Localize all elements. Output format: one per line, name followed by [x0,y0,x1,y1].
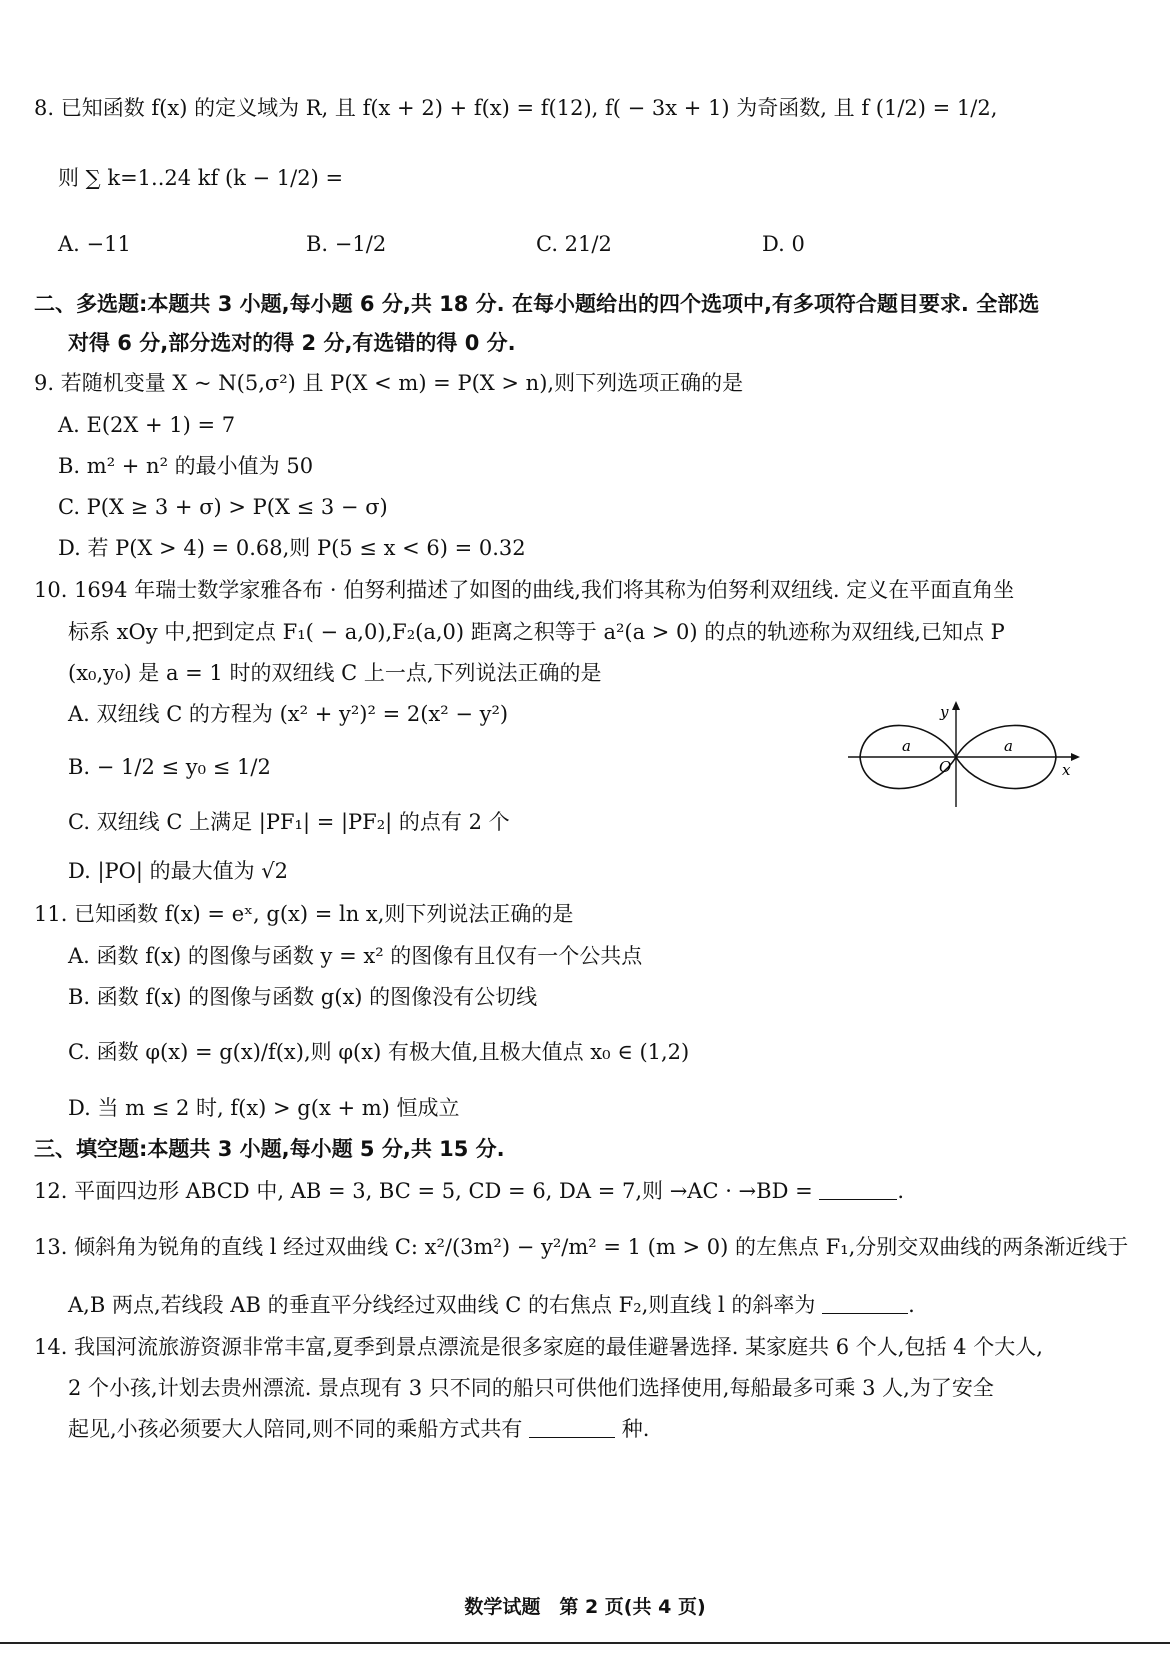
q12-line [34,1176,904,1206]
q14-line2: 2 个小孩,计划去贵州漂流. 景点现有 3 只不同的船只可供他们选择使用,每船最多可乘 3 人,为了安全 [68,1376,994,1400]
q11-option-c: C. 函数 φ(x) = g(x)/f(x),则 φ(x) 有极大值,且极大值点 x₀ ∈ (1,2) [68,1040,690,1064]
lemniscate-figure [840,695,1090,815]
section3-header: 三、填空题:本题共 3 小题,每小题 5 分,共 15 分. [34,1137,505,1161]
q11-option-a: A. 函数 f(x) 的图像与函数 y = x² 的图像有且仅有一个公共点 [68,944,643,968]
q12-text: 12. 平面四边形 ABCD 中, AB = 3, BC = 5, CD = 6, DA = 7,则 →AC · →BD = [34,1179,813,1203]
q14-line3: 起见,小孩必须要大人陪同,则不同的乘船方式共有 [68,1417,523,1441]
q14-line3-tail: 种. [621,1417,650,1441]
section2-header-line1: 二、多选题:本题共 3 小题,每小题 6 分,共 18 分. 在每小题给出的四个选项中,有多项符合题目要求. 全部选 [34,292,1040,316]
q10-option-c: C. 双纽线 C 上满足 |PF₁| = |PF₂| 的点有 2 个 [68,810,510,834]
q9-stem: 9. 若随机变量 X ~ N(5,σ²) 且 P(X < m) = P(X > n),则下列选项正确的是 [34,371,744,395]
y-axis-arrow [952,701,960,710]
q8-line2: 则 ∑ k=1..24 kf (k − 1/2) = [58,166,344,190]
section2-header-line2: 对得 6 分,部分选对的得 2 分,有选错的得 0 分. [68,331,516,355]
q14-answer-blank [529,1415,615,1438]
q8-line1: 8. 已知函数 f(x) 的定义域为 R, 且 f(x + 2) + f(x) = f(12), f( − 3x + 1) 为奇函数, 且 f (1/2) = 1/2, [34,96,998,120]
q11-stem: 11. 已知函数 f(x) = eˣ, g(x) = ln x,则下列说法正确的是 [34,902,574,926]
q9-option-b: B. m² + n² 的最小值为 50 [58,454,314,478]
q8-option-a: A. −11 [58,232,131,256]
label-a-left: a [902,737,911,755]
q8-option-c: C. 21/2 [536,232,612,256]
q14-line1: 14. 我国河流旅游资源非常丰富,夏季到景点漂流是很多家庭的最佳避暑选择. 某家庭共 6 个人,包括 4 个大人, [34,1335,1043,1359]
q10-line3: (x₀,y₀) 是 a = 1 时的双纽线 C 上一点,下列说法正确的是 [68,661,602,685]
q10-line2: 标系 xOy 中,把到定点 F₁( − a,0),F₂(a,0) 距离之积等于 a²(a > 0) 的点的轨迹称为双纽线,已知点 P [68,620,1005,644]
q10-option-b: B. − 1/2 ≤ y₀ ≤ 1/2 [68,755,271,779]
q13-line1: 13. 倾斜角为锐角的直线 l 经过双曲线 C: x²/(3m²) − y²/m² = 1 (m > 0) 的左焦点 F₁,分别交双曲线的两条渐近线于 [34,1235,1129,1259]
q11-option-b: B. 函数 f(x) 的图像与函数 g(x) 的图像没有公切线 [68,985,538,1009]
q10-line1: 10. 1694 年瑞士数学家雅各布 · 伯努利描述了如图的曲线,我们将其称为伯努利双纽线. 定义在平面直角坐 [34,578,1015,602]
q8-option-b: B. −1/2 [306,232,387,256]
q13-answer-blank [822,1291,908,1314]
q10-option-d: D. |PO| 的最大值为 √2 [68,859,289,883]
q8-option-d: D. 0 [762,232,805,256]
label-x: x [1062,761,1071,779]
q9-option-d: D. 若 P(X > 4) = 0.68,则 P(5 ≤ x < 6) = 0.32 [58,536,526,560]
q11-option-d: D. 当 m ≤ 2 时, f(x) > g(x + m) 恒成立 [68,1096,460,1120]
label-y: y [940,703,949,721]
q14-line3-row [68,1414,649,1444]
bottom-rule [0,1642,1170,1644]
q12-period: . [897,1179,905,1203]
q9-option-c: C. P(X ≥ 3 + σ) > P(X ≤ 3 − σ) [58,495,388,519]
label-origin: O [939,758,952,776]
q10-option-a: A. 双纽线 C 的方程为 (x² + y²)² = 2(x² − y²) [68,702,509,726]
label-a-right: a [1004,737,1013,755]
q13-period: . [908,1293,915,1317]
x-axis-arrow [1071,753,1080,761]
q9-option-a: A. E(2X + 1) = 7 [58,413,236,437]
page-footer: 数学试题 第 2 页(共 4 页) [464,1596,706,1618]
q12-answer-blank [819,1177,897,1200]
q13-line2: A,B 两点,若线段 AB 的垂直平分线经过双曲线 C 的右焦点 F₂,则直线 l 的斜率为 [68,1293,816,1317]
q13-line2-row [68,1290,915,1320]
